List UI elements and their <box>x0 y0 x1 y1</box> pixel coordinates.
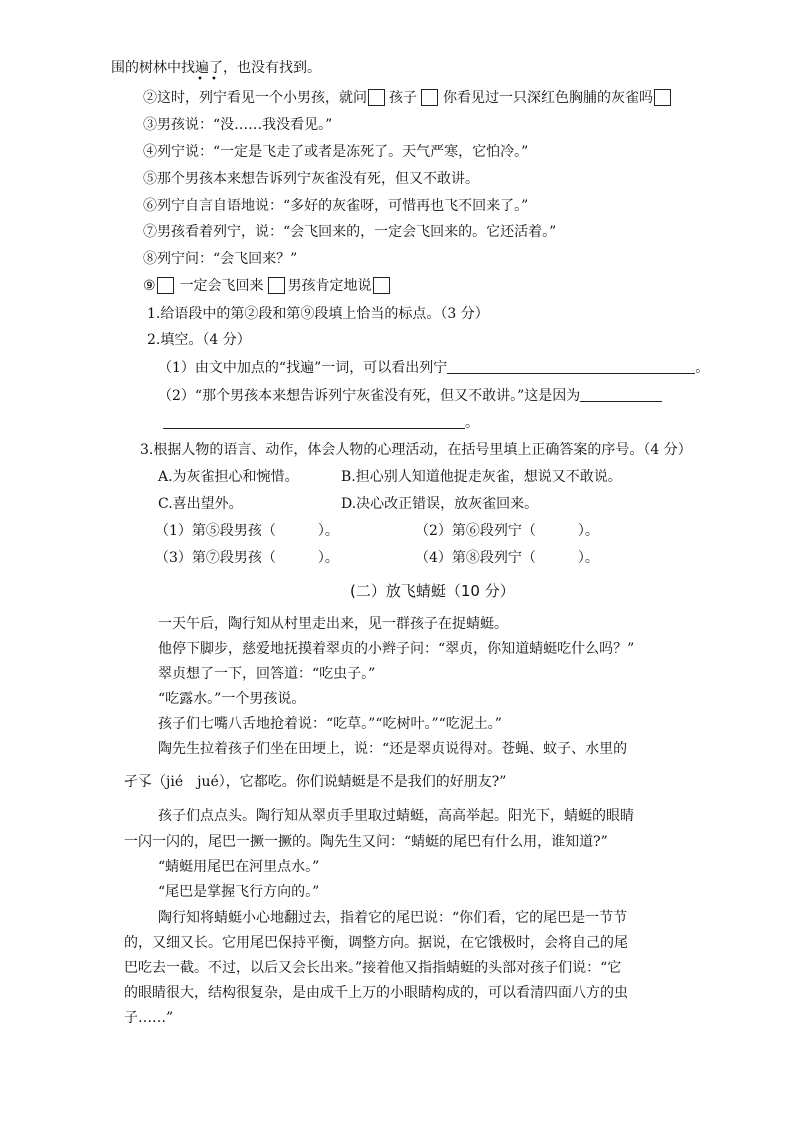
option-b: B.担心别人知道他捉走灰雀，想说又不敢说。 <box>341 469 622 485</box>
answer-blank-1[interactable] <box>447 359 695 374</box>
question-2-2-text: （2）“那个男孩本来想告诉列宁灰雀没有死，但又不敢讲。”这是因为 <box>158 388 581 404</box>
answer-box-6[interactable] <box>373 277 390 294</box>
passage-line-7: ⑦男孩看着列宁，说：“会飞回来的，一定会飞回来的。它还活着。” <box>143 224 557 240</box>
section-2-title: (二）放飞蜻蜓（10 分） <box>350 582 515 600</box>
story-paragraph-2: 他停下脚步，慈爱地抚摸着翠贞的小辫子问：“翠贞，你知道蜻蜓吃什么吗？” <box>158 641 635 657</box>
question-2-2-end: 。 <box>465 415 479 431</box>
story-paragraph-10-cont-3: 的眼睛很大，结构很复杂，是由成千上万的小眼睛构成的，可以看清四面八方的虫 <box>124 985 628 1001</box>
answer-box-5[interactable] <box>268 277 285 294</box>
question-2-2-cont <box>163 413 479 433</box>
answer-box-1[interactable] <box>368 89 385 106</box>
line2-part1: ②这时，列宁看见一个小男孩，就问 <box>143 90 367 106</box>
story-paragraph-6-cont: 孑孓（jié jué），它都吃。你们说蜻蜓是不是我们的好朋友?” <box>124 774 507 790</box>
story-paragraph-9: “尾巴是掌握飞行方向的。” <box>158 884 320 900</box>
passage-line-2 <box>143 88 672 108</box>
sub-answer-2[interactable]: （2）第⑥段列宁（ ）。 <box>415 523 599 539</box>
line9-part2: 男孩肯定地说 <box>287 278 372 294</box>
option-d: D.决心改正错误，放灰雀回来。 <box>341 496 539 512</box>
answer-box-3[interactable] <box>654 89 671 106</box>
line2-part3: 你看见过一只深红色胸脯的灰雀吗 <box>443 90 653 106</box>
passage-line-6: ⑥列宁自言自语地说：“多好的灰雀呀，可惜再也飞不回来了。” <box>143 198 529 214</box>
sub-answer-4[interactable]: （4）第⑧段列宁（ ）。 <box>415 550 599 566</box>
answer-blank-3[interactable] <box>163 414 465 429</box>
line9-part1: 一定会飞回来 <box>179 278 264 294</box>
sub-answer-3[interactable]: （3）第⑦段男孩（ ）。 <box>155 550 339 566</box>
passage-line-1: 围的树林中找遍了，也没有找到。 <box>111 60 321 76</box>
story-paragraph-10-cont-4: 子……” <box>124 1010 174 1026</box>
question-2-1-end: 。 <box>695 360 710 376</box>
question-2-2 <box>158 386 662 406</box>
question-1: 1.给语段中的第②段和第⑨段填上恰当的标点。（3 分） <box>147 306 489 322</box>
question-2: 2.填空。（4 分） <box>147 332 251 348</box>
passage-line-9 <box>143 276 391 296</box>
passage-line-3: ③男孩说：“没……我没看见。” <box>143 117 333 133</box>
story-paragraph-10: 陶行知将蜻蜓小心地翻过去，指着它的尾巴说：“你们看，它的尾巴是一节节 <box>158 910 628 926</box>
question-3: 3.根据人物的语言、动作，体会人物的心理活动，在括号里填上正确答案的序号。（4 分） <box>140 442 692 458</box>
option-c: C.喜出望外。 <box>158 496 243 512</box>
question-2-1 <box>158 358 709 378</box>
emphasis-dot-2: • <box>211 74 217 85</box>
line9-number: ⑨ <box>143 278 156 294</box>
story-paragraph-7-cont: 一闪一闪的，尾巴一撅一撅的。陶先生又问：“蜻蜓的尾巴有什么用，谁知道?” <box>124 834 608 850</box>
story-paragraph-10-cont-1: 的，又细又长。它用尾巴保持平衡，调整方向。据说，在它饿极时，会将自己的尾 <box>124 935 628 951</box>
story-paragraph-4: “吃露水。”一个男孩说。 <box>158 691 306 707</box>
passage-line-4: ④列宁说：“一定是飞走了或者是冻死了。天气严寒，它怕冷。” <box>143 144 529 160</box>
answer-blank-2[interactable] <box>580 387 662 402</box>
story-paragraph-1: 一天午后，陶行知从村里走出来，见一群孩子在捉蜻蜓。 <box>158 616 508 632</box>
story-paragraph-3: 翠贞想了一下，回答道：“吃虫子。” <box>158 666 376 682</box>
passage-line-5: ⑤那个男孩本来想告诉列宁灰雀没有死，但又不敢讲。 <box>143 171 479 187</box>
answer-box-2[interactable] <box>421 89 438 106</box>
option-a: A.为灰雀担心和惋惜。 <box>158 469 299 485</box>
sub-answer-1[interactable]: （1）第⑤段男孩（ ）。 <box>155 523 339 539</box>
story-paragraph-6: 陶先生拉着孩子们坐在田埂上，说：“还是翠贞说得对。苍蝇、蚊子、水里的 <box>158 741 628 757</box>
answer-box-4[interactable] <box>157 277 174 294</box>
passage-line-8: ⑧列宁问：“会飞回来？” <box>143 251 298 267</box>
story-paragraph-5: 孩子们七嘴八舌地抢着说：“吃草。”“吃树叶。”“吃泥土。” <box>158 716 502 732</box>
story-paragraph-10-cont-2: 巴吃去一截。不过，以后又会长出来。”接着他又指指蜻蜓的头部对孩子们说：“它 <box>124 960 622 976</box>
story-paragraph-8: “蜻蜓用尾巴在河里点水。” <box>158 859 320 875</box>
question-2-1-text: （1）由文中加点的“找遍”一词，可以看出列宁 <box>158 360 448 376</box>
line2-part2: 孩子 <box>389 90 417 106</box>
emphasis-dot-1: • <box>197 74 203 85</box>
story-paragraph-7: 孩子们点点头。陶行知从翠贞手里取过蜻蜓，高高举起。阳光下，蜻蜓的眼睛 <box>158 808 634 824</box>
